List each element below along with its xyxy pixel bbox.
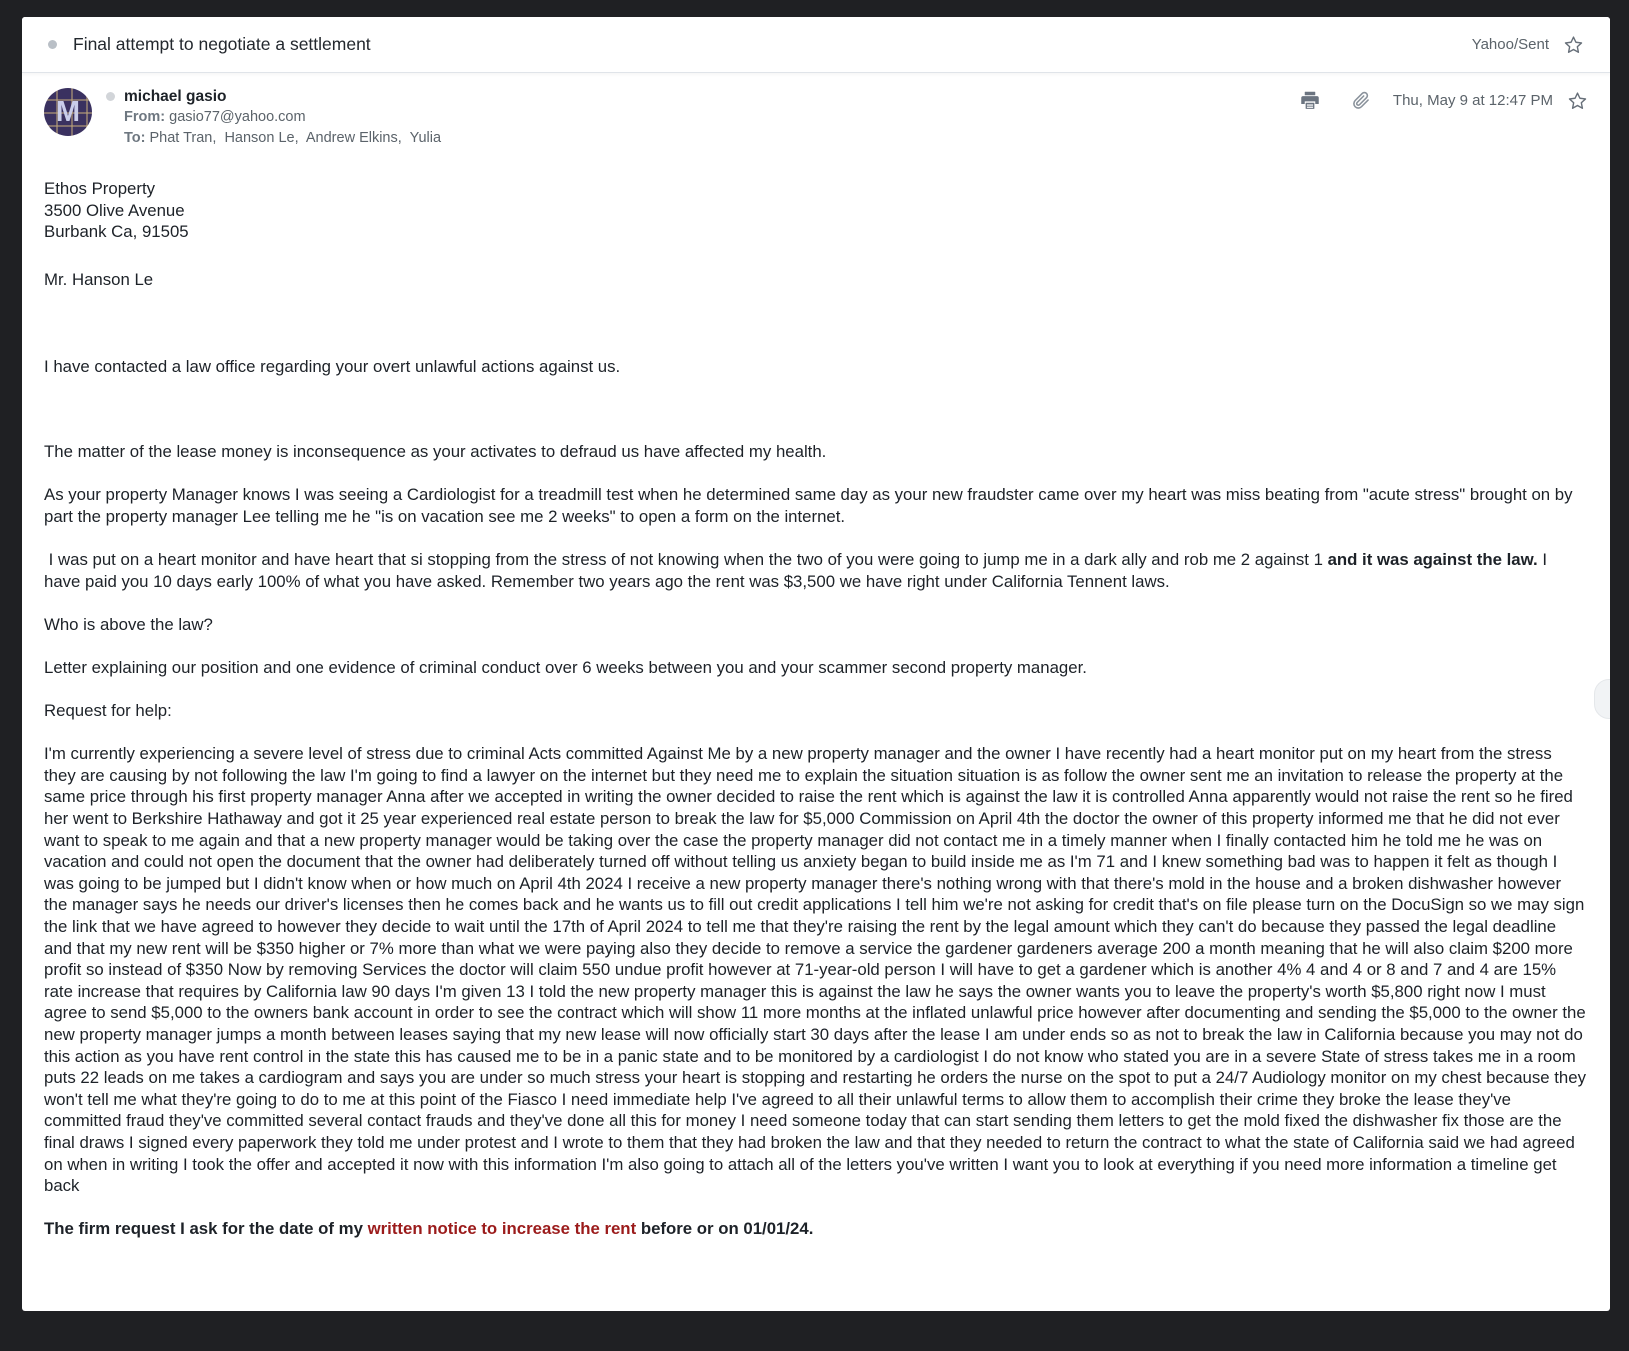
body-paragraph: As your property Manager knows I was seeing a Cardiologist for a treadmill test when he determined same day as your new fraudster came over my heart was miss beating from "acute stress" brought on by part the property manager Lee telling me he "is on vacation see me 2 weeks" to open a form on the internet.	[44, 485, 1573, 526]
avatar-letter: M	[55, 95, 81, 128]
folder-label[interactable]: Yahoo/Sent	[1471, 36, 1549, 53]
closing-text: before or on 01/01/24.	[636, 1219, 814, 1239]
header-actions	[1299, 90, 1588, 111]
body-paragraph	[44, 549, 1588, 592]
sender-avatar[interactable]	[44, 88, 92, 136]
message-star-icon[interactable]	[1567, 91, 1588, 111]
message-body	[44, 178, 1588, 1240]
sender-block	[44, 86, 441, 149]
message-pane	[22, 73, 1610, 1240]
print-icon[interactable]	[1299, 90, 1321, 111]
scroll-handle[interactable]	[1594, 679, 1610, 719]
from-label: From:	[124, 109, 166, 125]
attachment-icon[interactable]	[1351, 90, 1371, 111]
body-paragraph: I have contacted a law office regarding your overt unlawful actions against us.	[44, 357, 621, 377]
address-line: Ethos Property	[44, 179, 155, 198]
email-subject: Final attempt to negotiate a settlement	[73, 34, 371, 54]
paragraph-text: I have paid you 10 days early 100% of what you have asked. Remember two years ago the rent was $3,500 we have right under California Tennent laws.	[44, 549, 1552, 591]
to-line	[106, 128, 441, 149]
message-date: Thu, May 9 at 12:47 PM	[1392, 92, 1553, 109]
email-message-card	[22, 17, 1610, 1311]
read-state-dot-icon	[48, 40, 57, 49]
to-recipients[interactable]: Phat Tran, Hanson Le, Andrew Elkins, Yulia	[149, 130, 442, 146]
sender-status-dot-icon	[106, 92, 115, 101]
salutation: Mr. Hanson Le	[44, 269, 154, 289]
sender-name[interactable]: michael gasio	[124, 88, 227, 105]
closing-line	[44, 1218, 1588, 1240]
closing-text: The firm request I ask for the date of my	[44, 1219, 368, 1239]
from-line	[106, 107, 441, 128]
address-line: 3500 Olive Avenue	[44, 200, 185, 220]
from-address[interactable]: gasio77@yahoo.com	[169, 109, 306, 125]
paragraph-text: I was put on a heart monitor and have heart that si stopping from the stress of not knowing when the two of you were going to jump me in a dark ally and rob me 2 against 1	[44, 549, 1328, 569]
body-paragraph: Letter explaining our position and one evidence of criminal conduct over 6 weeks between you and your scammer second property manager.	[44, 657, 1087, 677]
body-paragraph: Request for help:	[44, 701, 172, 721]
closing-red-text: written notice to increase the rent	[367, 1219, 637, 1239]
subject-bar	[22, 17, 1610, 73]
body-paragraph: Who is above the law?	[44, 614, 213, 634]
bold-text: and it was against the law.	[1327, 549, 1538, 569]
message-header	[44, 86, 1588, 149]
star-icon[interactable]	[1563, 35, 1584, 55]
body-paragraph: The matter of the lease money is inconsequence as your activates to defraud us have affected my health.	[44, 441, 827, 461]
body-paragraph: I'm currently experiencing a severe level of stress due to criminal Acts committed Against Me by a new property manager and the owner I have recently had a heart monitor put on my heart from the stress they are causing by not following the law I'm going to find a lawyer on the internet but they need me to explain the situation situation is as follow the owner sent me an invitation to release the property at the same price through his first property manager Anna after we accepted in writing the owner decided to raise the rent which is against the law it is controlled Anna apparently would not raise the rent so he fired her went to Berkshire Hathaway and got it 25 year experienced real estate person to break the law for $5,000 Commission on April 4th the doctor the owner of this property informed me that he did not ever want to speak to me again and that a new property manager would be taking over the case the property manager did not contact me in a timely manner when I finally contacted him he told me he was on vacation and could not open the document that the owner had deliberately turned off without telling us anxiety began to build inside me as I'm 71 and I knew something bad was to happen it felt as though I was going to be jumped but I didn't know when or how much on April 4th 2024 I receive a new property manager there's nothing wrong with that there's mold in the house and a broken dishwasher however the manager says he needs our driver's licenses then he comes back and he wants us to fill out credit applications I tell him we're not asking for credit that's on file please turn on the DocuSign so we may sign the link that we have agreed to however they decide to wait until the 17th of April 2024 to tell me that they're raising the rent by the legal amount which they can't do because they passed the legal deadline and that my new rent will be $350 higher or 7% more than what we were paying also they decide to remove a service the gardener gardeners average 200 a month meaning that he will also claim $200 more profit so instead of $350 Now by removing Services the doctor will claim 550 undue profit however at 71-year-old person I will have to get a gardener which is another 4% 4 and 4 or 8 and 7 and 4 are 15% rate increase that requires by California law 90 days I'm given 13 I told the new property manager this is against the law he says the owner wants you to leave the property's worth $5,800 right now I must agree to send $5,000 to the owners bank account in order to see the contract which will show 11 more months at the inflated unlawful price however after documenting and sending the $5,000 to the owner the new property manager jumps a month between leases saying that my new lease will now officially start 30 days after the lease I am under ends so as not to break the law in California because you may not do this action as you have rent control in the state this has caused me to be in a panic state and to be monitored by a cardiologist I do not know who stated you are in a severe State of stress takes me in a room puts 22 leads on me takes a cardiogram and says you are under so much stress your heart is stopping and restarting he orders the nurse on the spot to put a 24/7 Audiology monitor on my chest because they won't tell me what they're going to do to me at this point of the Fiasco I need immediate help I've agreed to all their unlawful terms to allow them to accomplish their crime they broke the lease they've committed fraud they've committed several contact frauds and they've done all this for money I need someone today that can start sending them letters to get the mold fixed the dishwasher fix those are the final draws I signed every paperwork they told me under protest and I wrote to them that they had broken the law and that they needed to return the contract to what the state of California said we had agreed on when in writing I took the offer and accepted it now with this information I'm also going to attach all of the letters you've written I want you to look at everything if you need more information a timeline get back	[44, 744, 1586, 1196]
address-line: Burbank Ca, 91505	[44, 222, 189, 242]
to-label: To:	[124, 130, 146, 146]
